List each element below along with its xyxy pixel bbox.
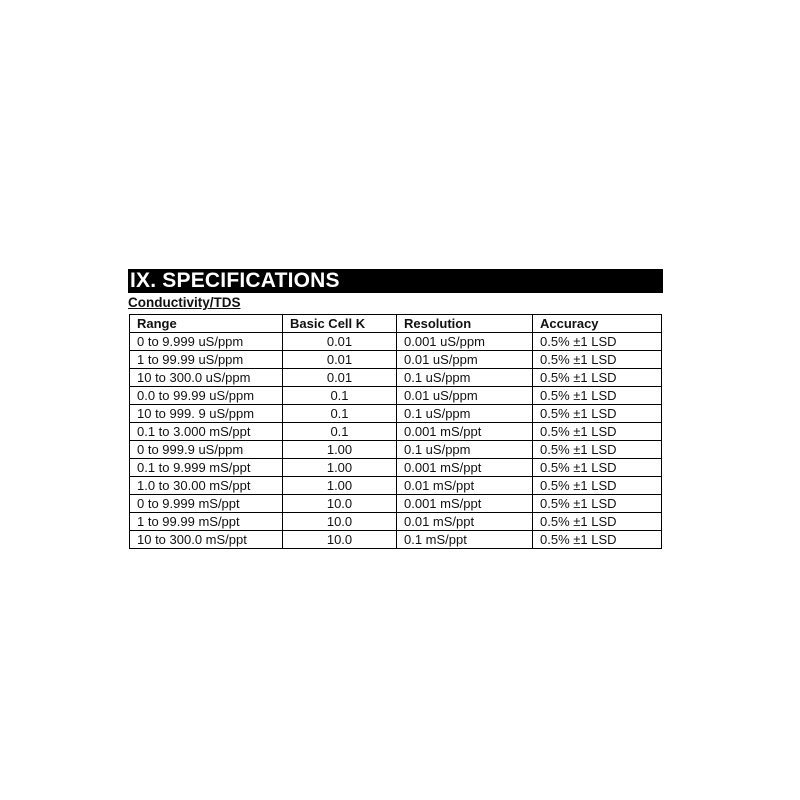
column-header-resolution: Resolution <box>397 315 533 333</box>
table-cell: 0.1 <box>283 423 397 441</box>
table-row <box>130 405 662 423</box>
table-row <box>130 351 662 369</box>
table-cell: 10.0 <box>283 495 397 513</box>
table-cell: 10 to 999. 9 uS/ppm <box>130 405 283 423</box>
table-cell: 1.00 <box>283 477 397 495</box>
table-cell: 10.0 <box>283 513 397 531</box>
table-cell: 10 to 300.0 mS/ppt <box>130 531 283 549</box>
table-cell: 0.1 uS/ppm <box>397 369 533 387</box>
table-header-row <box>130 315 662 333</box>
table-cell: 0.001 mS/ppt <box>397 495 533 513</box>
table-cell: 0.1 mS/ppt <box>397 531 533 549</box>
table-cell: 0.1 uS/ppm <box>397 405 533 423</box>
spec-table-body <box>130 333 662 549</box>
table-row <box>130 423 662 441</box>
table-row <box>130 531 662 549</box>
table-cell: 0 to 9.999 uS/ppm <box>130 333 283 351</box>
table-cell: 0.1 to 3.000 mS/ppt <box>130 423 283 441</box>
table-row <box>130 477 662 495</box>
section-title-bar: IX. SPECIFICATIONS <box>128 269 663 293</box>
table-cell: 1 to 99.99 uS/ppm <box>130 351 283 369</box>
table-cell: 0.1 <box>283 387 397 405</box>
table-row <box>130 387 662 405</box>
table-cell: 1 to 99.99 mS/ppt <box>130 513 283 531</box>
document-page <box>128 269 663 549</box>
table-cell: 1.00 <box>283 441 397 459</box>
table-cell: 0.5% ±1 LSD <box>533 441 662 459</box>
table-cell: 0.5% ±1 LSD <box>533 459 662 477</box>
table-cell: 0.5% ±1 LSD <box>533 387 662 405</box>
table-cell: 0.01 uS/ppm <box>397 387 533 405</box>
table-cell: 0 to 9.999 mS/ppt <box>130 495 283 513</box>
table-cell: 0.01 <box>283 369 397 387</box>
table-cell: 0.1 uS/ppm <box>397 441 533 459</box>
table-row <box>130 495 662 513</box>
table-cell: 1.00 <box>283 459 397 477</box>
table-cell: 1.0 to 30.00 mS/ppt <box>130 477 283 495</box>
table-cell: 0.1 to 9.999 mS/ppt <box>130 459 283 477</box>
column-header-basic-cell-k: Basic Cell K <box>283 315 397 333</box>
table-cell: 0.01 <box>283 333 397 351</box>
table-cell: 0.5% ±1 LSD <box>533 477 662 495</box>
section-subtitle: Conductivity/TDS <box>128 295 241 310</box>
table-cell: 0.5% ±1 LSD <box>533 531 662 549</box>
column-header-accuracy: Accuracy <box>533 315 662 333</box>
table-cell: 0.5% ±1 LSD <box>533 405 662 423</box>
table-cell: 0.5% ±1 LSD <box>533 495 662 513</box>
table-cell: 0.1 <box>283 405 397 423</box>
table-cell: 0.01 <box>283 351 397 369</box>
table-cell: 0.01 mS/ppt <box>397 477 533 495</box>
table-cell: 0.001 mS/ppt <box>397 459 533 477</box>
table-row <box>130 369 662 387</box>
table-row <box>130 333 662 351</box>
table-cell: 0.5% ±1 LSD <box>533 333 662 351</box>
table-row <box>130 459 662 477</box>
specifications-table <box>129 314 662 549</box>
table-cell: 0.5% ±1 LSD <box>533 513 662 531</box>
table-cell: 0.5% ±1 LSD <box>533 369 662 387</box>
table-cell: 0.0 to 99.99 uS/ppm <box>130 387 283 405</box>
table-row <box>130 513 662 531</box>
table-row <box>130 441 662 459</box>
table-cell: 0.5% ±1 LSD <box>533 351 662 369</box>
table-cell: 0.001 mS/ppt <box>397 423 533 441</box>
table-cell: 0.01 mS/ppt <box>397 513 533 531</box>
table-cell: 10 to 300.0 uS/ppm <box>130 369 283 387</box>
table-cell: 0.5% ±1 LSD <box>533 423 662 441</box>
table-cell: 0.001 uS/ppm <box>397 333 533 351</box>
table-cell: 0 to 999.9 uS/ppm <box>130 441 283 459</box>
table-cell: 0.01 uS/ppm <box>397 351 533 369</box>
column-header-range: Range <box>130 315 283 333</box>
table-cell: 10.0 <box>283 531 397 549</box>
